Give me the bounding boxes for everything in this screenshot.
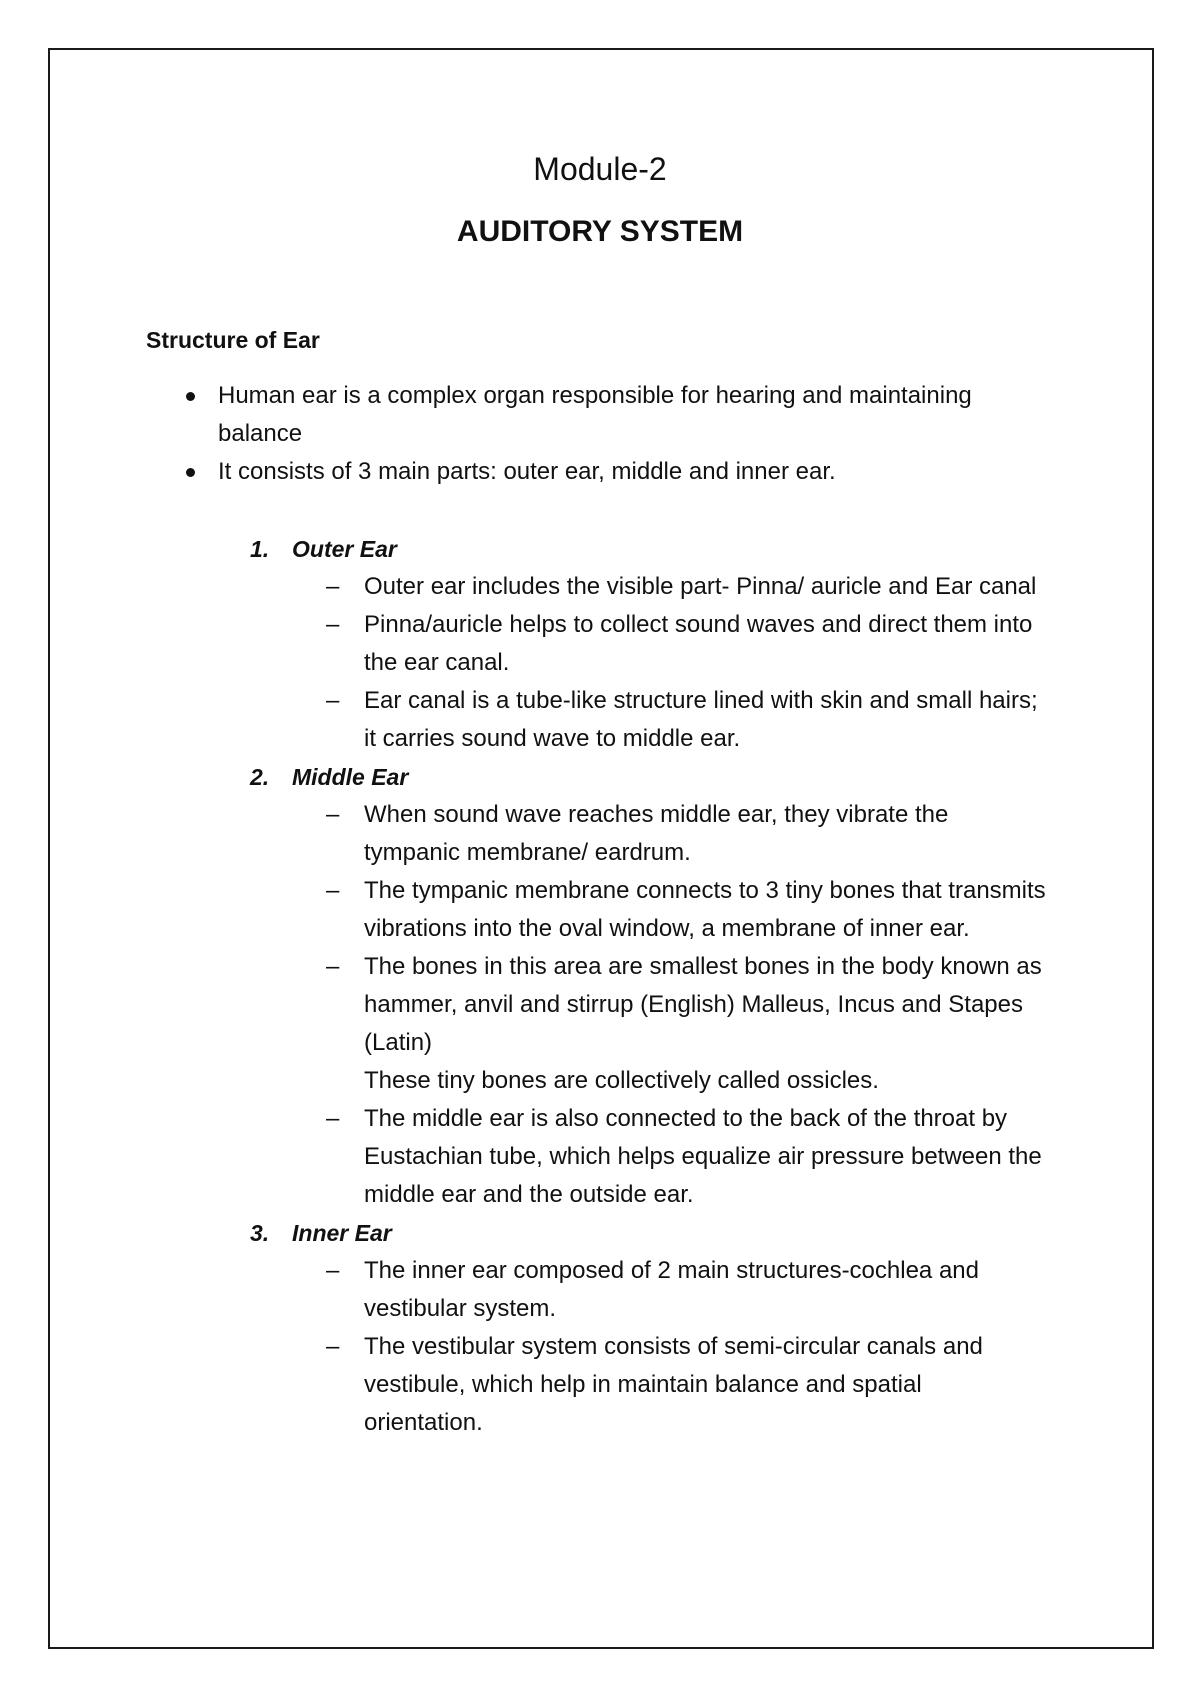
- dash-icon: –: [326, 801, 340, 828]
- section-heading: Structure of Ear: [146, 327, 320, 353]
- dash-icon: –: [326, 1257, 340, 1284]
- part-points-list: [326, 1252, 1046, 1442]
- dash-icon: –: [326, 953, 340, 980]
- part-point-text: The vestibular system consists of semi-circular canals and vestibule, which help in maintain balance and spatial orientation.: [364, 1333, 983, 1436]
- dash-icon: –: [326, 611, 340, 638]
- module-title: Module-2: [533, 151, 667, 187]
- part-point-continuation: These tiny bones are collectively called ossicles.: [364, 1067, 879, 1094]
- dash-icon: –: [326, 1105, 340, 1132]
- part-point: [326, 568, 1046, 606]
- ear-part-outer: [250, 530, 1090, 758]
- ear-parts-list: [250, 530, 1090, 1442]
- bullet-icon: [186, 392, 195, 401]
- part-point-text: The inner ear composed of 2 main structures-cochlea and vestibular system.: [364, 1257, 979, 1322]
- part-point: [326, 1328, 1046, 1442]
- part-point-text: Ear canal is a tube-like structure lined with skin and small hairs; it carries sound wave to middle ear.: [364, 687, 1038, 752]
- dash-icon: –: [326, 1333, 340, 1360]
- part-number: 2.: [250, 764, 270, 790]
- part-points-list: [326, 568, 1046, 758]
- document-title: AUDITORY SYSTEM: [456, 215, 744, 248]
- part-point: [326, 948, 1046, 1100]
- part-number: 3.: [250, 1220, 270, 1246]
- part-point: [326, 606, 1046, 682]
- part-point-text: When sound wave reaches middle ear, they vibrate the tympanic membrane/ eardrum.: [364, 801, 949, 866]
- part-point: [326, 682, 1046, 758]
- part-number: 1.: [250, 536, 270, 562]
- intro-bullet-list: [150, 377, 1050, 491]
- part-heading: [250, 758, 1090, 796]
- part-point-text: The bones in this area are smallest bones in the body known as hammer, anvil and stirrup (English) Malleus, Incus and Stapes (Latin): [364, 953, 1042, 1056]
- part-point-text: Outer ear includes the visible part- Pinna/ auricle and Ear canal: [364, 573, 1037, 600]
- part-point: [326, 872, 1046, 948]
- part-heading: [250, 530, 1090, 568]
- part-point: [326, 1100, 1046, 1214]
- part-point: [326, 796, 1046, 872]
- dash-icon: –: [326, 877, 340, 904]
- part-title: Middle Ear: [292, 764, 409, 790]
- dash-icon: –: [326, 687, 340, 714]
- part-title: Outer Ear: [292, 536, 397, 562]
- part-point: [326, 1252, 1046, 1328]
- ear-part-inner: [250, 1214, 1090, 1442]
- dash-icon: –: [326, 573, 340, 600]
- intro-bullet-item: [150, 377, 1050, 453]
- intro-bullet-text: It consists of 3 main parts: outer ear, middle and inner ear.: [218, 458, 836, 485]
- intro-bullet-item: [150, 453, 1050, 491]
- part-point-text: The middle ear is also connected to the back of the throat by Eustachian tube, which helps equalize air pressure between the middle ear and the outside ear.: [364, 1105, 1042, 1208]
- part-title: Inner Ear: [292, 1220, 392, 1246]
- part-point-text: The tympanic membrane connects to 3 tiny bones that transmits vibrations into the oval window, a membrane of inner ear.: [364, 877, 1046, 942]
- intro-bullet-text: Human ear is a complex organ responsible for hearing and maintaining balance: [218, 382, 972, 447]
- ear-part-middle: [250, 758, 1090, 1214]
- part-heading: [250, 1214, 1090, 1252]
- bullet-icon: [186, 468, 195, 477]
- part-point-text: Pinna/auricle helps to collect sound waves and direct them into the ear canal.: [364, 611, 1033, 676]
- part-points-list: [326, 796, 1046, 1214]
